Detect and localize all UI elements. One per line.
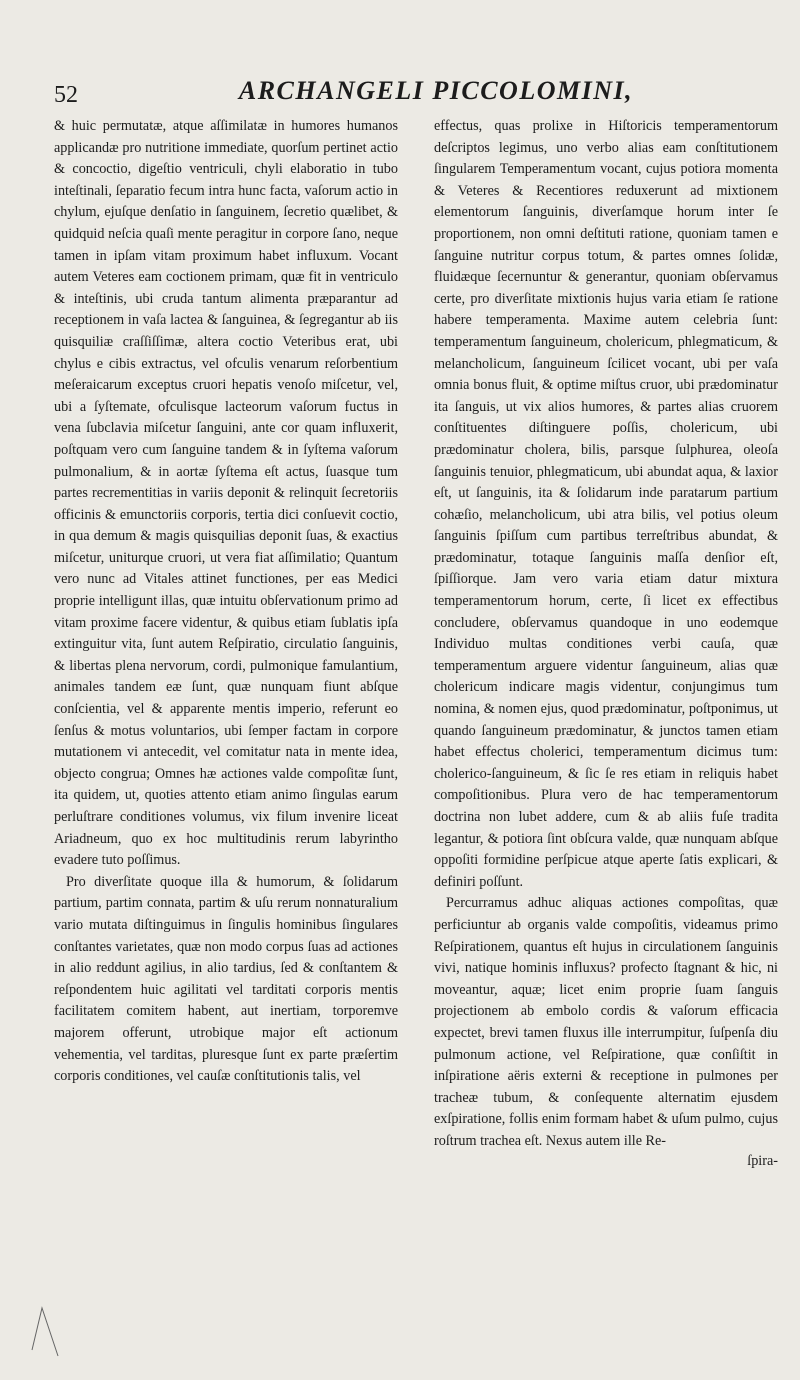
right-column-wrap <box>434 116 778 1170</box>
right-column <box>434 116 778 1153</box>
page-header <box>54 70 778 116</box>
running-head: ARCHANGELI PICCOLOMINI, <box>238 76 634 105</box>
left-paragraph-1: & huic permutatæ, atque aſſimilatæ in humores humanos applicandæ pro nutritione immediate, quorſum pertinet actio & concoctio, digeſtio ventriculi, chyli elaboratio in tubo inteſtinali, ſeparatio fecum intra hunc facta, vaſorum actio in chylum, ejuſque denſatio in ſanguinem, ſecretio quælibet, & quidquid neſcia quaſi mente peragitur in corpore ſano, neque tamen in ipſam vitam proximum habet influxum. Vocant autem Veteres eam coctionem primam, quæ fit in ventriculo & inteſtinis, ubi cruda tantum alimenta præparantur ad receptionem in vaſa lactea & ſanguinea, & ſegregantur ab iis quisquiliæ craſſiſſimæ, altera coctio Veteribus erat, ubi chylus e cibis extractus, vel ofculis venarum reſorbentium meſeraicarum exceptus cruori hepatis venoſo miſcetur, vel, ubi a ſyſtemate, ofculisque lacteorum vaſorum fuctus in vena ſubclavia miſcetur ſanguini, ante cor quam influxerit, poſtquam vero cum ſanguine tandem & in ſyſtema vaſorum pulmonalium, & in aortæ ſyſtema eſt actus, ſuasque tum partes recrementitias in variis deponit & relinquit ſecretoriis officinis & emunctoriis corporis, tertia dici conſuevit coctio, in qua demum & magis quisquilias deponit ſuas, & exactius miſcetur, uniturque cruori, ut vera fiat aſſimilatio; Quantum vero nunc ad Vitales attinet functiones, per eas Medici proprie intelligunt illas, quæ intuitu obſervationum primo ad vitam proxime facere videntur, & quibus etiam ſublatis ipſa extinguitur vita, ſunt autem Reſpiratio, circulatio ſanguinis, & libertas plena nervorum, cordi, pulmonique famulantium, animales tandem eæ ſunt, quæ nunquam fiunt abſque conſcientia, vel & apparente mentis imperio, referunt eo ſenſus & motus voluntarios, ubi ſemper factam in corpore mutationem vi antecedit, vel comitatur nata in mente idea, objecto congrua; Omnes hæ actiones valde compoſitæ ſunt, ita quidem, ut, quoties attento etiam animo ſingulas earum perluſtrare conditiones volumus, vix filum invenire liceat Ariadneum, quo ex hoc multitudinis rerum labyrintho evadere tuto poſſimus. <box>54 118 398 869</box>
page-number: 52 <box>54 82 78 108</box>
text-columns <box>54 116 778 1170</box>
left-column <box>54 116 398 1170</box>
pencil-mark <box>28 1300 68 1360</box>
right-paragraph-2: Percurramus adhuc aliquas actiones compoſitas, quæ perficiuntur ab organis valde compoſitis, videamus primo Reſpirationem, quantus eſt hujus in circulationem ſanguinis vivi, natique hominis influxus? profecto ſtagnant & hic, ni moveantur, aquæ; licet enim proprie ſuam ſanguis projectionem ab embolo cordis & vaſorum efficacia expectet, brevi tamen fluxus ille interrumpitur, ſuſpenſa diu pulmonum actione, vel Reſpiratione, quæ conſiſtit in inſpiratione aëris externi & receptione in pulmones per tracheæ tubum, & conſequente alternatim ejusdem exſpiratione, follis enim formam habet & uſum pulmo, cujus roſtrum trachea eſt. Nexus autem ille Re- <box>434 895 778 1149</box>
catchword: ſpira- <box>747 1152 778 1169</box>
left-paragraph-2: Pro diverſitate quoque illa & humorum, & ſolidarum partium, partim connata, partim & uſu rerum nonnaturalium vario mutata diſtinguimus in ſingulis hominibus ſingulares conſtantes varietates, quæ non modo corpus ſuas ad actiones in alio reddunt agilius, in alio tardius, ſed & conſtantem & reſpondentem huic agilitati vel tarditati corporis mentis facilitatem comitem habent, aut inertiam, torporemve majorem offerunt, utrobique major eſt actionum vehementia, vel tarditas, pluresque ſunt ex parte præſertim corporis conditiones, vel cauſæ conſtitutionis talis, vel <box>54 873 398 1085</box>
right-paragraph-1: effectus, quas prolixe in Hiſtoricis temperamentorum deſcriptos legimus, uno verbo alias eam conſtitutionem ſingularem Temperamentum vocant, cujus potiora momenta & Veteres & Recentiores reduxerunt ad mixtionem elementorum ſanguinis, diverſamque horum inter ſe proportionem, non omni deſtituti ratione, quoniam tamen e ſanguine nutritur corpus totum, & partes omnes ſolidæ, fluidæque ſecernuntur & generantur, quoniam obſervamus certe, pro diverſitate mixtionis hujus varia etiam ſe ratione habere temperamenta. Maxime autem celebria ſunt: temperamentum ſanguineum, cholericum, phlegmaticum, & melancholicum, ſanguineum ſcilicet vocant, ubi per vaſa omnia bonus fluit, & optime miſtus cruor, ubi prædominatur ita ſanguis, ut vix alios humores, & partes alias cruorem conſtituentes diſtinguere poſſis, cholericum, ubi prædominatur cholera, bilis, parsque ſulphurea, oleoſa ſanguinis tenuior, phlegmaticum, ubi abundat aqua, & laxior eſt, ut ſanguinis, ita & ſolidarum inde paratarum partium cohæſio, melancholicum, ubi atra bilis, vel potius oleum ſanguinis ſpiſſum cum partibus terreſtribus abundat, & prædominatur, totaque ſanguinis maſſa denſior eſt, ſpiſſiorque. Jam vero varia etiam datur mixtura temperamentorum horum, certe, ſi licet ex effectibus concludere, obſervamus quandoque in uno eodemque Individuo multas conditiones verbi cauſa, quæ temperamentum arguere videntur ſanguineum, alias quæ cholericum indicare magis videntur, conjungimus tum nomina, & nomen ejus, quod prædominatur, poſtponimus, ut quando ſanguineum prædominatur, & junctos tamen etiam habet effectus cholerici, temperamentum dicimus tum: cholerico-ſanguineum, & ſic ſe res etiam in reliquis habet compoſitionibus. Plura vero de hac temperamentorum doctrina non lubet addere, cum & ab aliis fuſe tradita legantur, & potiora ſint obſcura valde, quæ nunquam abſque oppoſiti formidine perſpicue atque aperte ſatis explicari, & definiri poſſunt. <box>434 118 778 890</box>
